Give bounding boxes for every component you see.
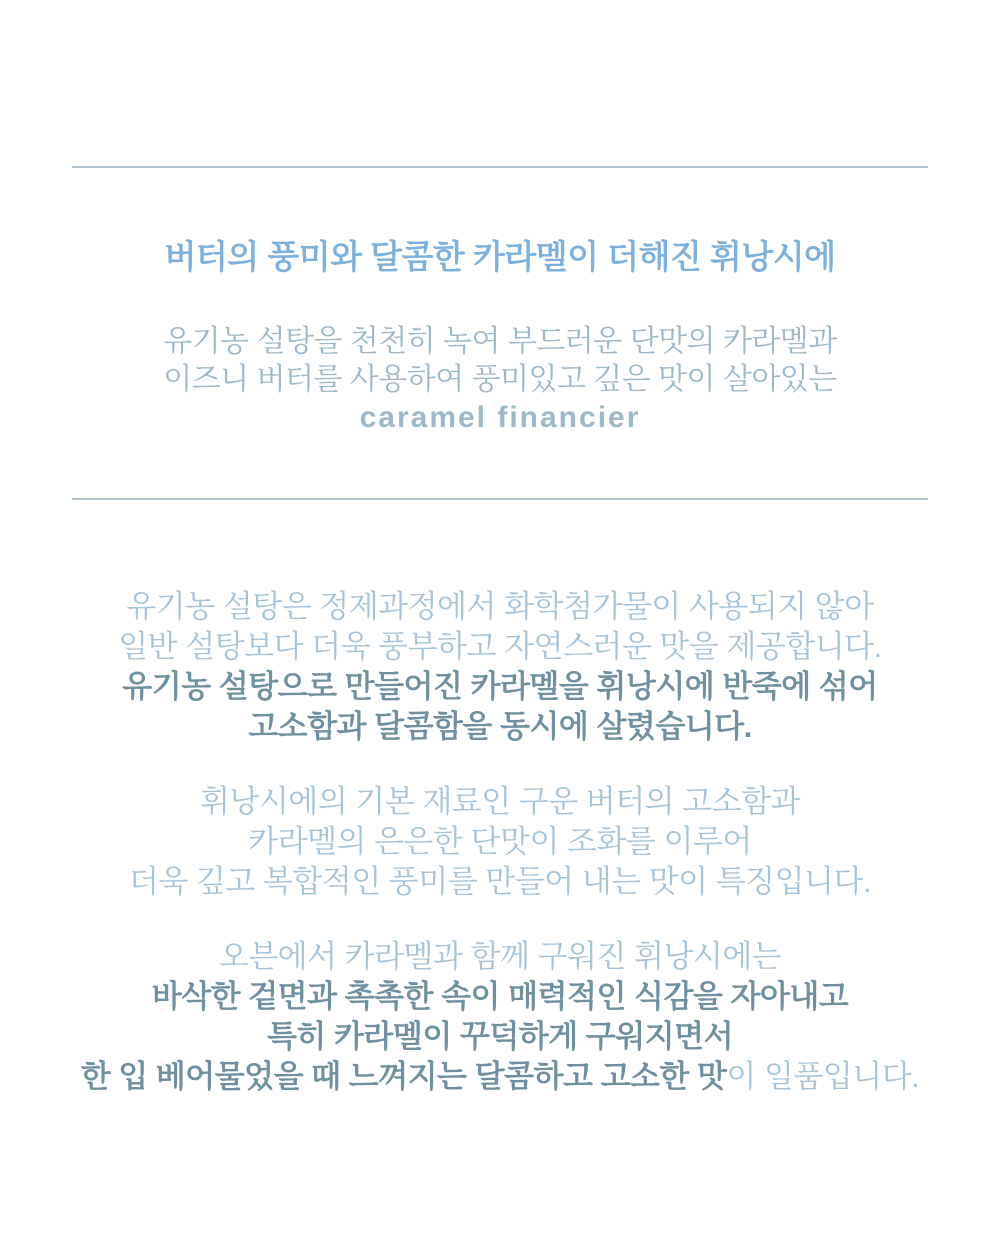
- intro-subtitle: [0, 323, 1000, 437]
- subtitle-english: caramel financier: [359, 401, 641, 434]
- body-line: 바삭한 겉면과 촉촉한 속이 매력적인 식감을 자아내고: [151, 979, 849, 1014]
- body-line: 일반 설탕보다 더욱 풍부하고 자연스러운 맛을 제공합니다.: [118, 629, 882, 664]
- subtitle-line-1: 유기농 설탕을 천천히 녹여 부드러운 단맛의 카라멜과: [163, 325, 837, 358]
- body-line: 휘낭시에의 기본 재료인 구운 버터의 고소함과: [199, 784, 801, 819]
- paragraph-baked-texture: [0, 937, 1000, 1097]
- body-line: 고소함과 달콤함을 동시에 살렸습니다.: [248, 709, 752, 744]
- divider-middle: [72, 498, 928, 500]
- body-line: 유기농 설탕으로 만들어진 카라멜을 휘낭시에 반죽에 섞어: [122, 669, 878, 704]
- paragraph-organic-sugar: [0, 587, 1000, 747]
- body-copy: [0, 587, 1000, 1097]
- body-line: 유기농 설탕은 정제과정에서 화학첨가물이 사용되지 않아: [126, 589, 874, 624]
- body-line: 카라멜의 은은한 단맛이 조화를 이루어: [248, 824, 752, 859]
- body-line: 더욱 깊고 복합적인 풍미를 만들어 내는 맛이 특징입니다.: [128, 864, 872, 899]
- body-line: 오븐에서 카라멜과 함께 구워진 휘낭시에는: [218, 939, 782, 974]
- body-line-segment-dark: 한 입 베어물었을 때 느껴지는 달콤하고 고소한 맛: [80, 1059, 727, 1094]
- intro-heading: 버터의 풍미와 달콤한 카라멜이 더해진 휘낭시에: [164, 238, 836, 275]
- body-line-mixed: [0, 1057, 1000, 1097]
- paragraph-flavor-harmony: [0, 782, 1000, 902]
- subtitle-line-2: 이즈니 버터를 사용하여 풍미있고 깊은 맛이 살아있는: [163, 363, 837, 396]
- body-line-segment-light: 이 일품입니다.: [726, 1059, 920, 1094]
- body-line: 특히 카라멜이 꾸덕하게 구워지면서: [266, 1019, 734, 1054]
- divider-top: [72, 166, 928, 168]
